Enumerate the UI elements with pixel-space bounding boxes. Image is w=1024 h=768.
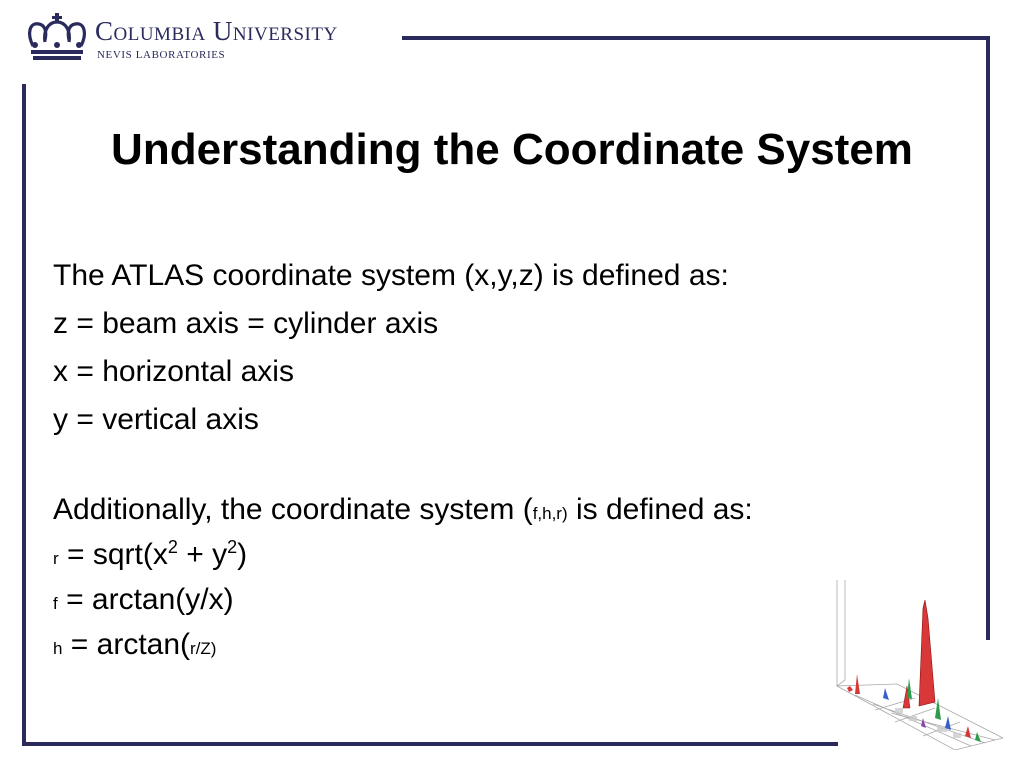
definition-x: x = horizontal axis	[53, 355, 294, 388]
r-mid: + y	[177, 538, 228, 571]
f-rhs: = arctan(y/x)	[57, 583, 234, 616]
r-end: )	[237, 538, 248, 571]
paragraph-gap	[53, 444, 953, 489]
formula-f	[53, 579, 953, 624]
f-symbol: f	[53, 594, 58, 613]
r-lhs: = sqrt(x	[58, 538, 168, 571]
h-symbol: h	[53, 639, 63, 658]
slide-body	[53, 252, 953, 669]
h-rhs: = arctan(	[62, 628, 191, 661]
additional-pre: Additionally, the coordinate system (	[53, 493, 533, 526]
intro-text: The ATLAS coordinate system (x,y,z) is defined as:	[53, 259, 729, 292]
lego-plot-histogram-icon	[835, 578, 1003, 750]
definition-z: z = beam axis = cylinder axis	[53, 307, 439, 340]
symbol-set: f,h,r)	[532, 504, 568, 523]
r-exponent-y: 2	[227, 537, 238, 557]
columbia-logo	[25, 12, 385, 66]
definition-y: y = vertical axis	[53, 403, 259, 436]
formula-r	[53, 534, 953, 579]
crown-icon	[25, 12, 89, 62]
additional-post: is defined as:	[567, 493, 753, 526]
formula-h	[53, 624, 953, 669]
slide-title: Understanding the Coordinate System	[111, 125, 913, 174]
additional-text	[53, 489, 953, 534]
university-name: Columbia University	[95, 16, 338, 46]
frame-left-border	[22, 84, 26, 746]
lab-name: NEVIS LABORATORIES	[97, 49, 226, 61]
frame-bottom-border	[22, 742, 838, 746]
r-symbol: r	[53, 549, 59, 568]
r-exponent-x: 2	[167, 537, 178, 557]
h-tail: r/Z)	[190, 639, 217, 658]
frame-top-border	[402, 36, 990, 40]
